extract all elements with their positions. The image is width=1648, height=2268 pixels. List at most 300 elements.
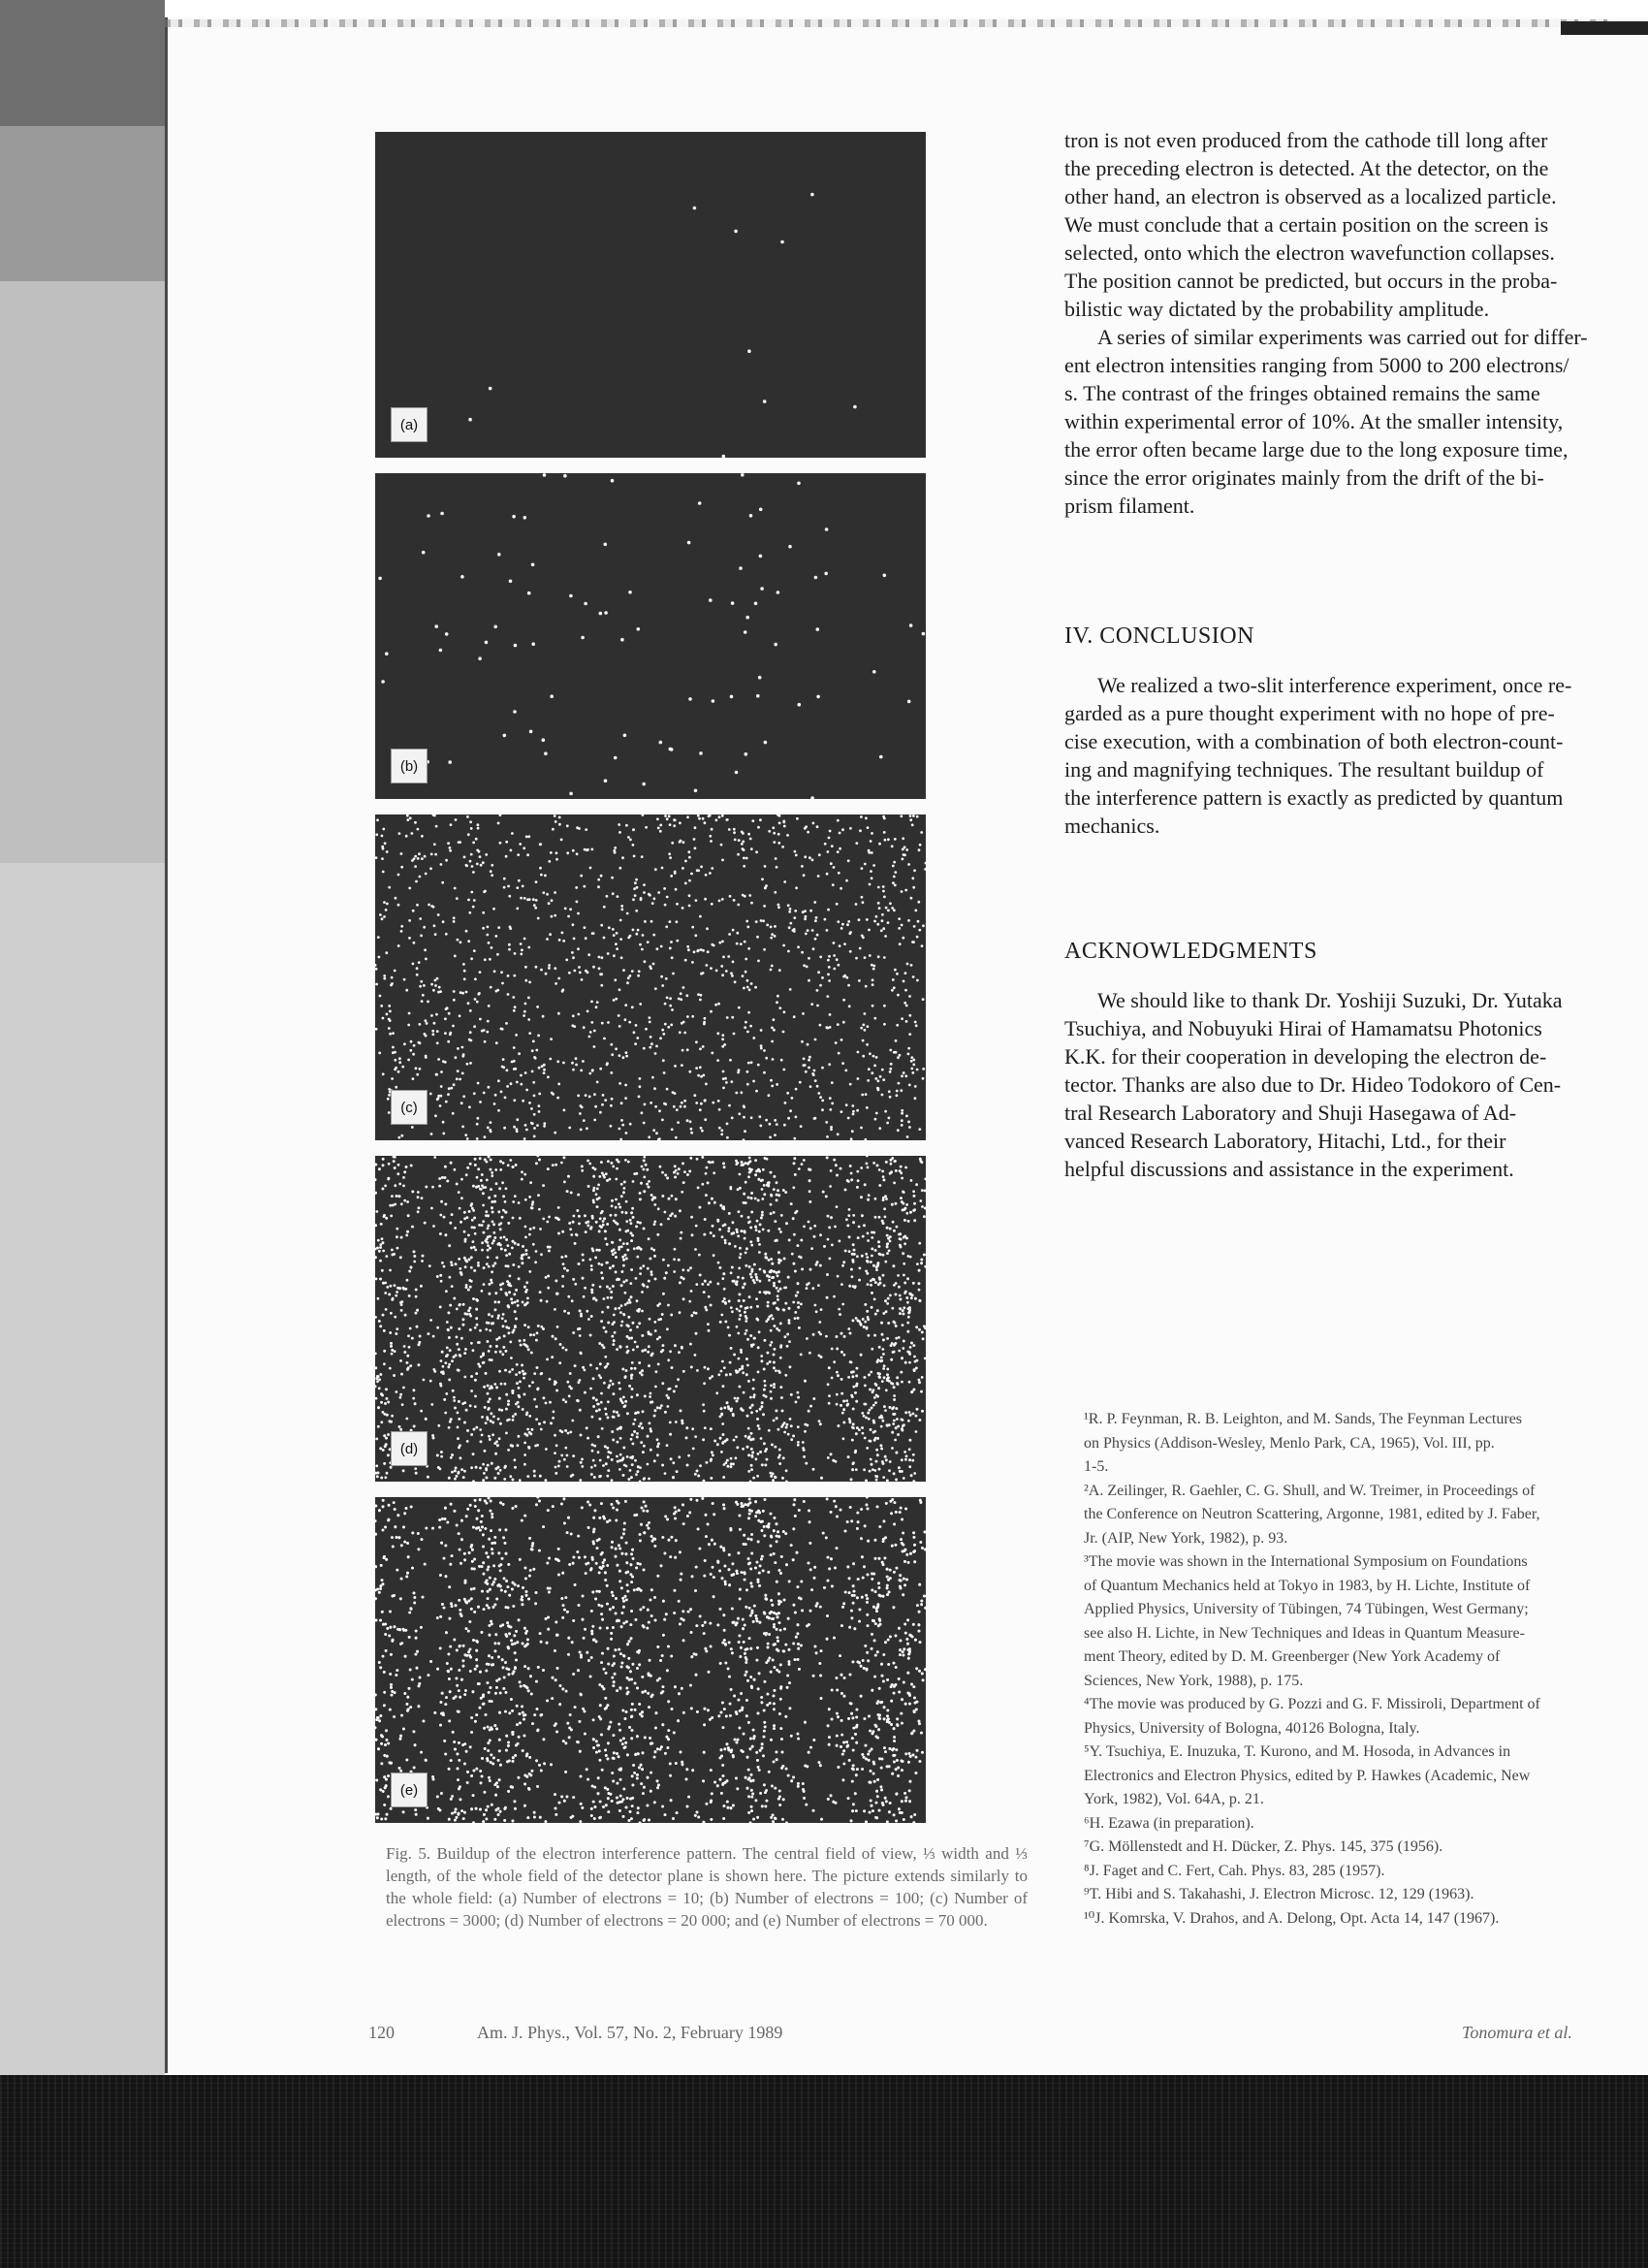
electron-dot	[783, 880, 786, 883]
electron-dot	[867, 1283, 870, 1286]
electron-dot	[486, 1262, 489, 1265]
electron-dot	[593, 1030, 596, 1033]
electron-dot	[630, 1395, 633, 1398]
electron-dot	[527, 946, 530, 949]
electron-dot	[760, 1437, 763, 1440]
electron-dot	[860, 1127, 863, 1130]
electron-dot	[889, 1070, 892, 1073]
electron-dot	[776, 1294, 779, 1297]
electron-dot	[826, 873, 829, 876]
electron-dot	[449, 847, 452, 849]
electron-dot	[804, 1380, 807, 1383]
electron-dot	[812, 1468, 815, 1471]
electron-dot	[904, 989, 907, 992]
electron-dot	[818, 1420, 821, 1422]
electron-dot	[808, 856, 811, 859]
electron-dot	[572, 923, 575, 926]
electron-dot	[661, 1029, 664, 1032]
electron-dot	[689, 1157, 692, 1160]
electron-dot	[882, 1078, 885, 1081]
electron-dot	[625, 1051, 628, 1054]
electron-dot	[508, 943, 511, 946]
electron-dot	[491, 1200, 493, 1203]
electron-dot	[465, 1173, 468, 1176]
electron-dot	[721, 1300, 724, 1303]
electron-dot	[681, 867, 684, 870]
electron-dot	[872, 1431, 875, 1434]
electron-dot	[601, 1022, 604, 1025]
electron-dot	[920, 1390, 923, 1393]
electron-dot	[864, 1437, 867, 1440]
electron-dot	[400, 1309, 403, 1312]
electron-dot	[607, 1469, 610, 1472]
electron-dot	[753, 1281, 756, 1284]
electron-dot	[713, 1254, 715, 1257]
electron-dot	[388, 1018, 391, 1021]
electron-dot	[919, 1199, 922, 1202]
electron-dot	[902, 1324, 904, 1326]
electron-dot	[735, 1092, 738, 1095]
electron-dot	[653, 897, 656, 900]
electron-dot	[865, 1093, 868, 1096]
electron-dot	[481, 1249, 484, 1252]
electron-dot	[866, 1256, 869, 1259]
electron-dot	[765, 1119, 768, 1122]
electron-dot	[448, 1244, 451, 1247]
electron-dot	[762, 919, 765, 922]
electron-dot	[917, 920, 920, 923]
electron-dot	[877, 955, 880, 958]
electron-dot	[643, 1176, 646, 1179]
electron-dot	[804, 917, 807, 920]
electron-dot	[554, 1434, 556, 1437]
electron-dot	[736, 932, 739, 935]
electron-dot	[911, 1071, 914, 1074]
electron-dot	[704, 898, 707, 901]
electron-dot	[782, 1069, 785, 1071]
electron-dot	[561, 1430, 564, 1433]
electron-dot	[849, 1165, 852, 1167]
electron-dot	[730, 1271, 733, 1274]
electron-dot	[708, 1161, 711, 1164]
electron-dot	[771, 965, 774, 968]
electron-dot	[600, 1271, 603, 1274]
electron-dot	[389, 1204, 392, 1207]
electron-dot	[489, 387, 492, 391]
electron-dot	[703, 1291, 706, 1294]
electron-dot	[623, 1314, 626, 1317]
electron-dot	[804, 1064, 807, 1067]
electron-dot	[882, 1175, 885, 1178]
electron-dot	[439, 1214, 442, 1217]
electron-dot	[719, 1204, 722, 1207]
electron-dot	[792, 929, 795, 932]
electron-dot	[477, 1117, 480, 1120]
electron-dot	[528, 1415, 531, 1418]
electron-dot	[675, 1385, 678, 1388]
electron-dot	[548, 902, 551, 905]
electron-dot	[800, 1354, 803, 1357]
electron-dot	[531, 1381, 534, 1384]
electron-dot	[691, 1427, 694, 1430]
electron-dot	[508, 895, 511, 898]
electron-dot	[898, 1286, 901, 1289]
electron-dot	[484, 1186, 487, 1189]
electron-dot	[914, 1097, 917, 1100]
electron-dot	[654, 1105, 657, 1108]
electron-dot	[880, 1357, 883, 1359]
electron-dot	[901, 1177, 903, 1180]
electron-dot	[490, 1188, 492, 1191]
electron-dot	[585, 970, 587, 973]
electron-dot	[778, 969, 781, 972]
electron-dot	[806, 1423, 808, 1426]
electron-dot	[532, 898, 535, 901]
electron-dot	[463, 1376, 466, 1379]
electron-dot	[773, 1018, 776, 1021]
electron-dot	[918, 929, 921, 932]
electron-dot	[723, 1463, 726, 1466]
electron-dot	[818, 853, 821, 856]
electron-dot	[863, 1326, 866, 1328]
electron-dot	[886, 1122, 889, 1125]
electron-dot	[410, 1266, 413, 1269]
electron-dot	[920, 831, 923, 834]
electron-dot	[406, 1279, 409, 1282]
electron-dot	[921, 1376, 924, 1379]
electron-dot	[556, 1326, 559, 1328]
electron-dot	[726, 1438, 729, 1441]
electron-dot	[494, 935, 497, 938]
electron-dot	[488, 1435, 491, 1438]
electron-dot	[575, 886, 578, 889]
electron-dot	[664, 1472, 667, 1475]
electron-dot	[761, 1214, 764, 1217]
electron-dot	[749, 838, 752, 841]
electron-dot	[835, 1041, 838, 1044]
electron-dot	[809, 910, 812, 912]
electron-dot	[557, 1083, 560, 1086]
electron-dot	[607, 1362, 610, 1365]
electron-dot	[524, 1226, 527, 1229]
electron-dot	[746, 926, 749, 929]
electron-dot	[560, 1162, 563, 1165]
electron-dot	[546, 1221, 549, 1224]
electron-dot	[451, 1359, 454, 1362]
electron-dot	[492, 1416, 495, 1419]
electron-dot	[596, 1188, 599, 1191]
electron-dot	[923, 1254, 926, 1257]
electron-dot	[523, 938, 526, 941]
electron-dot	[413, 1251, 416, 1254]
electron-dot	[436, 1041, 439, 1044]
electron-dot	[893, 909, 896, 911]
electron-dot	[653, 1321, 656, 1324]
electron-dot	[788, 926, 791, 929]
electron-dot	[423, 1379, 426, 1382]
electron-dot	[901, 1112, 903, 1115]
electron-dot	[615, 1256, 618, 1259]
electron-dot	[862, 1432, 865, 1435]
electron-dot	[554, 1132, 556, 1134]
electron-dot	[602, 1174, 605, 1177]
electron-dot	[608, 926, 611, 929]
electron-dot	[885, 1310, 888, 1313]
electron-dot	[633, 1031, 636, 1034]
electron-dot	[809, 1405, 812, 1408]
electron-dot	[533, 1056, 536, 1059]
electron-dot	[474, 1395, 477, 1398]
electron-dot	[437, 1424, 440, 1427]
electron-dot	[554, 967, 556, 970]
electron-dot	[907, 1047, 910, 1050]
electron-dot	[840, 887, 842, 890]
electron-dot	[525, 1129, 528, 1132]
electron-dot	[411, 832, 414, 835]
electron-dot	[622, 1281, 625, 1284]
electron-dot	[861, 1426, 864, 1429]
electron-dot	[752, 1388, 755, 1390]
electron-dot	[544, 875, 547, 878]
electron-dot	[471, 1219, 474, 1222]
electron-dot	[379, 913, 382, 916]
electron-dot	[902, 1419, 904, 1421]
electron-dot	[784, 1374, 787, 1377]
electron-dot	[421, 857, 424, 860]
electron-dot	[618, 1025, 621, 1028]
electron-dot	[454, 1168, 457, 1171]
electron-dot	[459, 1014, 461, 1017]
electron-dot	[621, 1256, 624, 1259]
electron-dot	[571, 951, 574, 954]
electron-dot	[453, 920, 456, 923]
electron-dot	[848, 1250, 851, 1253]
electron-dot	[513, 974, 516, 977]
electron-dot	[778, 821, 781, 824]
electron-dot	[797, 1441, 800, 1444]
electron-dot	[482, 1361, 485, 1364]
electron-dot	[643, 1285, 646, 1288]
electron-dot	[860, 1354, 863, 1357]
electron-dot	[896, 1090, 899, 1093]
electron-dot	[830, 862, 833, 865]
electron-dot	[491, 1462, 493, 1465]
electron-dot	[518, 1052, 521, 1055]
electron-dot	[395, 1332, 397, 1335]
electron-dot	[548, 1250, 551, 1253]
electron-dot	[707, 1283, 710, 1286]
electron-dot	[691, 926, 694, 929]
electron-dot	[460, 1178, 463, 1181]
electron-dot	[394, 1059, 396, 1062]
electron-dot	[578, 966, 581, 969]
electron-dot	[415, 1295, 418, 1298]
electron-dot	[758, 1251, 761, 1254]
electron-dot	[536, 1006, 539, 1008]
electron-dot	[908, 1126, 911, 1129]
electron-dot	[399, 1256, 402, 1259]
electron-dot	[682, 841, 685, 844]
electron-dot	[653, 1203, 656, 1206]
electron-dot	[783, 1287, 786, 1290]
electron-dot	[752, 1438, 755, 1441]
electron-dot	[903, 1477, 905, 1480]
electron-dot	[412, 1077, 415, 1080]
electron-dot	[618, 988, 621, 991]
electron-dot	[883, 1405, 886, 1408]
electron-dot	[604, 1356, 607, 1358]
electron-dot	[888, 1469, 891, 1472]
electron-dot	[540, 1326, 543, 1328]
electron-dot	[894, 838, 897, 841]
electron-dot	[700, 1102, 703, 1105]
electron-dot	[887, 838, 890, 841]
electron-dot	[759, 1268, 762, 1271]
electron-dot	[605, 1413, 608, 1416]
electron-dot	[631, 1361, 634, 1364]
electron-dot	[579, 1334, 582, 1337]
electron-dot	[421, 1260, 424, 1262]
electron-dot	[488, 1005, 491, 1007]
electron-dot	[772, 1276, 775, 1279]
electron-dot	[487, 1020, 490, 1023]
electron-dot	[843, 1354, 846, 1357]
electron-dot	[697, 1074, 700, 1077]
electron-dot	[686, 1048, 689, 1051]
electron-dot	[731, 1117, 734, 1120]
electron-dot	[833, 1295, 836, 1298]
electron-dot	[726, 1136, 729, 1139]
electron-dot	[866, 918, 869, 921]
electron-dot	[502, 1195, 505, 1198]
electron-dot	[625, 1220, 628, 1223]
electron-dot	[738, 1318, 741, 1321]
electron-dot	[403, 1345, 406, 1348]
electron-dot	[867, 1166, 870, 1169]
electron-dot	[816, 627, 820, 631]
electron-dot	[856, 1170, 859, 1173]
electron-dot	[739, 1368, 742, 1371]
electron-dot	[886, 1302, 889, 1305]
electron-dot	[481, 1173, 484, 1176]
electron-dot	[398, 1195, 401, 1198]
electron-dot	[460, 991, 462, 994]
electron-dot	[580, 1315, 583, 1318]
electron-dot	[834, 1226, 837, 1229]
electron-dot	[683, 1032, 686, 1035]
electron-dot	[913, 1472, 916, 1475]
electron-dot	[377, 1297, 380, 1300]
electron-dot	[469, 1307, 472, 1310]
electron-dot	[788, 545, 792, 549]
electron-dot	[910, 897, 913, 900]
electron-dot	[528, 1102, 531, 1104]
electron-dot	[759, 1280, 762, 1283]
electron-dot	[459, 1078, 461, 1081]
electron-dot	[488, 1265, 491, 1268]
electron-dot	[433, 843, 436, 846]
electron-dot	[688, 1300, 691, 1303]
electron-dot	[473, 1025, 476, 1028]
electron-dot	[703, 1021, 706, 1024]
electron-dot	[491, 1171, 493, 1174]
electron-dot	[891, 989, 894, 992]
electron-dot	[886, 1378, 889, 1381]
electron-dot	[643, 883, 646, 886]
electron-dot	[444, 1361, 447, 1364]
electron-dot	[521, 1254, 523, 1257]
electron-dot	[847, 1327, 850, 1330]
electron-dot	[464, 1312, 467, 1315]
electron-dot	[499, 815, 502, 816]
electron-dot	[674, 872, 677, 875]
electron-dot	[610, 1380, 613, 1383]
electron-dot	[507, 1265, 510, 1268]
electron-dot	[915, 1430, 918, 1433]
electron-dot	[923, 1215, 926, 1218]
electron-dot	[877, 1387, 880, 1390]
electron-dot	[912, 815, 915, 817]
electron-dot	[582, 1259, 585, 1262]
electron-dot	[692, 1448, 695, 1451]
electron-dot	[654, 1386, 657, 1389]
electron-dot	[535, 1418, 538, 1421]
electron-dot	[397, 1136, 400, 1139]
electron-dot	[903, 853, 905, 856]
electron-dot	[613, 1410, 616, 1413]
electron-dot	[485, 1372, 488, 1375]
electron-dot	[416, 904, 419, 907]
electron-dot	[434, 853, 437, 856]
electron-dot	[893, 1343, 896, 1346]
electron-dot	[430, 853, 433, 856]
electron-dot	[766, 924, 769, 927]
electron-dot	[797, 1425, 800, 1428]
electron-dot	[383, 901, 386, 904]
electron-dot	[654, 987, 657, 990]
electron-dot	[686, 1015, 689, 1018]
electron-dot	[537, 1325, 540, 1327]
electron-dot	[659, 1037, 662, 1039]
electron-dot	[517, 1304, 520, 1307]
electron-dot	[485, 1210, 488, 1213]
electron-dot	[413, 942, 416, 944]
electron-dot	[659, 1407, 662, 1410]
electron-dot	[781, 846, 784, 848]
electron-dot	[731, 974, 734, 977]
electron-dot	[652, 1129, 655, 1132]
electron-dot	[609, 1178, 612, 1181]
electron-dot	[670, 748, 674, 751]
electron-dot	[721, 1038, 724, 1040]
electron-dot	[550, 1421, 553, 1424]
electron-dot	[650, 1392, 652, 1395]
electron-dot	[776, 1083, 778, 1086]
electron-dot	[631, 1463, 634, 1466]
electron-dot	[828, 1402, 831, 1405]
electron-dot	[895, 1426, 898, 1429]
electron-dot	[858, 1428, 861, 1431]
electron-dot	[683, 1100, 686, 1102]
electron-dot	[767, 1305, 770, 1308]
electron-dot	[803, 964, 806, 967]
electron-dot	[907, 863, 910, 866]
electron-dot	[709, 598, 713, 602]
electron-dot	[643, 1445, 646, 1448]
electron-dot	[633, 1247, 636, 1250]
electron-dot	[802, 1441, 805, 1444]
electron-dot	[541, 1065, 544, 1068]
